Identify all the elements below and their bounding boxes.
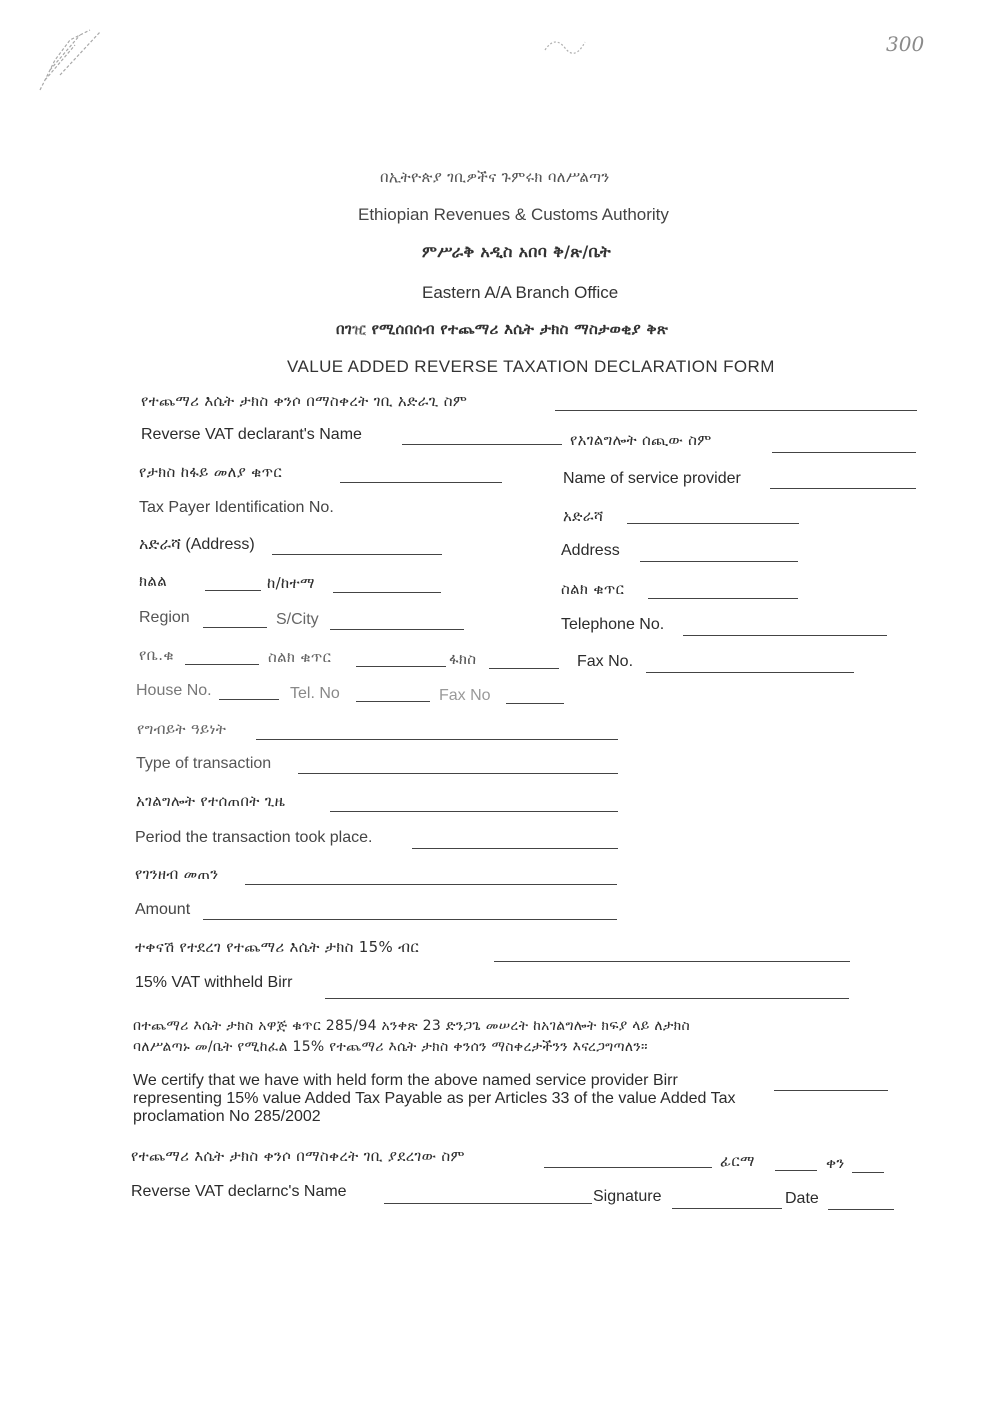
footer-date-label: Date [785,1190,819,1207]
transaction-type-label: Type of transaction [136,755,272,772]
house-no-field[interactable] [219,699,279,700]
vat-withheld-field-amharic[interactable] [494,961,850,962]
provider-address-label: Address [561,542,620,559]
provider-name-field[interactable] [770,488,916,489]
provider-address-label-amharic: አድራሻ [563,507,604,525]
phone-label-amharic: ስልክ ቁጥር [561,580,625,598]
telephone-field[interactable] [683,635,887,636]
house-label-amharic: የቤ.ቁ [139,646,174,664]
house-field-amharic[interactable] [185,664,259,665]
period-field-amharic[interactable] [330,811,618,812]
authority-name-amharic: በኢትዮጵያ ገቢዎችና ጉምሩክ ባለሥልጣን [380,168,610,186]
city-field[interactable] [330,629,464,630]
tel-no-label: Tel. No [290,685,340,702]
certification-birr-field[interactable] [774,1090,888,1091]
transaction-type-field[interactable] [298,773,618,774]
branch-name-amharic: ምሥራቅ አዲስ አበባ ቅ/ጽ/ቤት [422,242,611,261]
amount-field[interactable] [203,919,617,920]
telephone-label: Telephone No. [561,616,665,633]
declarant-name-label: Reverse VAT declarant's Name [141,426,362,443]
declarant-name-field-en[interactable] [402,444,562,445]
tel-field-amharic[interactable] [356,666,446,667]
city-field-amharic[interactable] [333,592,441,593]
tel-label-amharic: ስልክ ቁጥር [268,648,332,666]
address-label: አድራሻ (Address) [139,536,255,553]
provider-name-label: Name of service provider [563,470,741,487]
fax-label-amharic: ፋክስ [449,650,477,668]
amount-label-amharic: የገንዘብ መጠን [135,865,219,883]
vat-withheld-field[interactable] [325,998,849,999]
footer-signature-label: Signature [593,1188,662,1205]
fax-no-field[interactable] [506,703,564,704]
footer-declarant-field-amharic[interactable] [544,1167,712,1168]
fax-field-amharic[interactable] [489,668,559,669]
footer-date-field[interactable] [828,1209,894,1210]
footer-signature-field-amharic[interactable] [775,1170,817,1171]
certification-line-3: proclamation No 285/2002 [133,1108,321,1125]
address-field[interactable] [272,554,442,555]
provider-address-field-amharic[interactable] [627,523,799,524]
phone-field-amharic[interactable] [648,598,798,599]
stamp-mark-center [540,30,600,60]
provider-name-field-amharic[interactable] [772,452,916,453]
declarant-name-label-amharic: የተጨማሪ እሴት ታክስ ቀንሶ በማስቀረት ገቢ አድራጊ ስም [141,392,468,410]
region-field-amharic[interactable] [205,590,261,591]
form-title-amharic: በገዢ የሚሰበሰብ የተጨማሪ እሴት ታክስ ማስታወቂያ ቅጽ [336,320,669,338]
tin-label: Tax Payer Identification No. [139,499,334,516]
transaction-type-label-amharic: የግብይት ዓይነት [137,720,227,738]
footer-declarant-label: Reverse VAT declarnc's Name [131,1183,347,1200]
amount-field-amharic[interactable] [245,884,617,885]
transaction-type-field-amharic[interactable] [256,739,618,740]
provider-address-field[interactable] [640,561,798,562]
fax-no-label: Fax No [439,687,491,704]
city-label: S/City [276,611,319,628]
footer-date-label-amharic: ቀን [826,1154,845,1172]
certification-amharic-line-1: በተጨማሪ እሴት ታክስ አዋጅ ቁጥር 285/94 አንቀጽ 23 ድንጋጌ መሠረት ከአገልግሎት ክፍያ ላይ ለታክስ [133,1018,691,1034]
provider-name-label-amharic: የአገልግሎት ሰጪው ስም [570,431,712,449]
tin-field[interactable] [340,482,502,483]
vat-withheld-label: 15% VAT withheld Birr [135,974,293,991]
region-label-amharic: ክልል [139,572,168,590]
stamp-mark [30,20,120,100]
certification-line-2: representing 15% value Added Tax Payable as per Articles 33 of the value Added Tax [133,1090,736,1107]
period-label-amharic: አገልግሎት የተሰጠበት ጊዜ [136,792,286,810]
fax-label: Fax No. [577,653,634,670]
branch-name: Eastern A/A Branch Office [422,283,619,302]
period-field[interactable] [412,848,618,849]
tin-label-amharic: የታክስ ከፋይ መለያ ቁጥር [139,463,282,481]
house-no-label: House No. [136,682,212,699]
declarant-name-field[interactable] [555,410,917,411]
city-label-amharic: ከ/ከተማ [267,574,315,592]
tel-no-field[interactable] [356,701,430,702]
certification-line-1: We certify that we have with held form the above named service provider Birr [133,1072,678,1089]
fax-field[interactable] [646,672,854,673]
certification-amharic-line-2: ባለሥልጣኑ መ/ቤት የሚከፈል 15% የተጨማሪ እሴት ታክስ ቀንሰን ማስቀረታችንን እናረጋግጣለን። [133,1039,648,1055]
footer-declarant-field[interactable] [384,1203,592,1204]
authority-name: Ethiopian Revenues & Customs Authority [358,205,669,224]
form-title: VALUE ADDED REVERSE TAXATION DECLARATION FORM [287,357,775,376]
footer-date-field-amharic[interactable] [852,1172,884,1173]
footer-declarant-label-amharic: የተጨማሪ እሴት ታክስ ቀንሶ በማስቀረት ገቢ ያደረገው ስም [131,1147,465,1165]
region-label: Region [139,609,190,626]
amount-label: Amount [135,901,191,918]
footer-signature-field[interactable] [672,1208,782,1209]
period-label: Period the transaction took place. [135,829,373,846]
vat-withheld-label-amharic: ተቀናሽ የተደረገ የተጨማሪ እሴት ታክስ 15% ብር [135,938,419,956]
footer-signature-label-amharic: ፊርማ [720,1152,755,1170]
region-field[interactable] [203,627,267,628]
page-number: 300 [886,32,925,56]
